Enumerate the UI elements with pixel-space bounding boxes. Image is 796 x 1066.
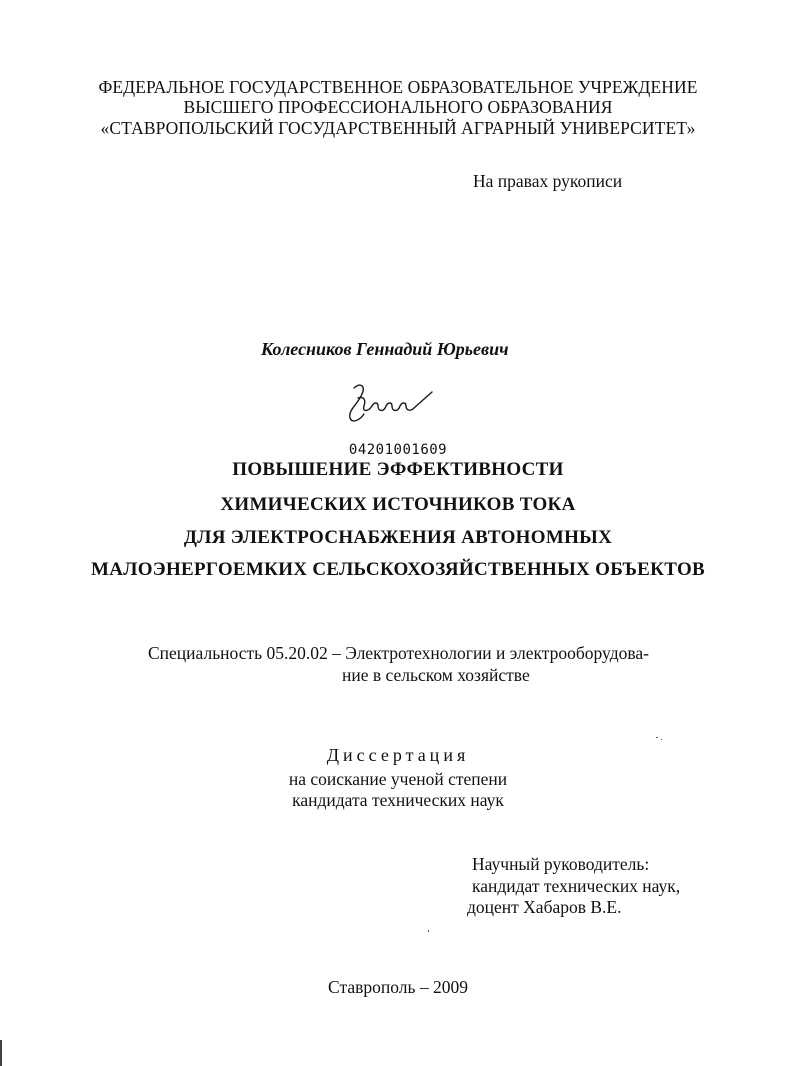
dissertation-degree-line-1: на соискание ученой степени: [288, 769, 508, 789]
scan-speck: [428, 930, 429, 932]
title-line-3: ДЛЯ ЭЛЕКТРОСНАБЖЕНИЯ АВТОНОМНЫХ: [183, 527, 613, 548]
scan-edge-mark: [0, 1040, 2, 1066]
title-line-4: МАЛОЭНЕРГОЕМКИХ СЕЛЬСКОХОЗЯЙСТВЕННЫХ ОБЪЕКТОВ: [90, 559, 705, 580]
city-year: Ставрополь – 2009: [328, 977, 468, 997]
title-line-1: ПОВЫШЕНИЕ ЭФФЕКТИВНОСТИ: [232, 459, 564, 480]
supervisor-name: доцент Хабаров В.Е.: [467, 897, 622, 917]
author-name: Колесников Геннадий Юрьевич: [261, 339, 509, 359]
dissertation-degree-line-2: кандидата технических наук: [292, 790, 504, 810]
supervisor-degree: кандидат технических наук,: [472, 876, 681, 896]
dissertation-heading: Диссертация: [326, 745, 470, 765]
specialty-line-2: ние в сельском хозяйстве: [342, 665, 530, 685]
registration-code: 04201001609: [348, 442, 448, 458]
author-signature: [340, 378, 440, 428]
supervisor-label: Научный руководитель:: [472, 854, 650, 874]
specialty-line-1: Специальность 05.20.02 – Электротехнологии и электрооборудова-: [148, 643, 649, 663]
institution-line-2: ВЫСШЕГО ПРОФЕССИОНАЛЬНОГО ОБРАЗОВАНИЯ: [183, 97, 613, 117]
manuscript-rights-note: На правах рукописи: [473, 171, 623, 191]
institution-line-1: ФЕДЕРАЛЬНОЕ ГОСУДАРСТВЕННОЕ ОБРАЗОВАТЕЛЬНОЕ УЧРЕЖДЕНИЕ: [98, 77, 698, 97]
institution-line-3: «СТАВРОПОЛЬСКИЙ ГОСУДАРСТВЕННЫЙ АГРАРНЫЙ УНИВЕРСИТЕТ»: [100, 118, 696, 138]
scan-speck: [661, 739, 662, 740]
scan-speck: [656, 737, 658, 738]
title-line-2: ХИМИЧЕСКИХ ИСТОЧНИКОВ ТОКА: [220, 494, 576, 515]
